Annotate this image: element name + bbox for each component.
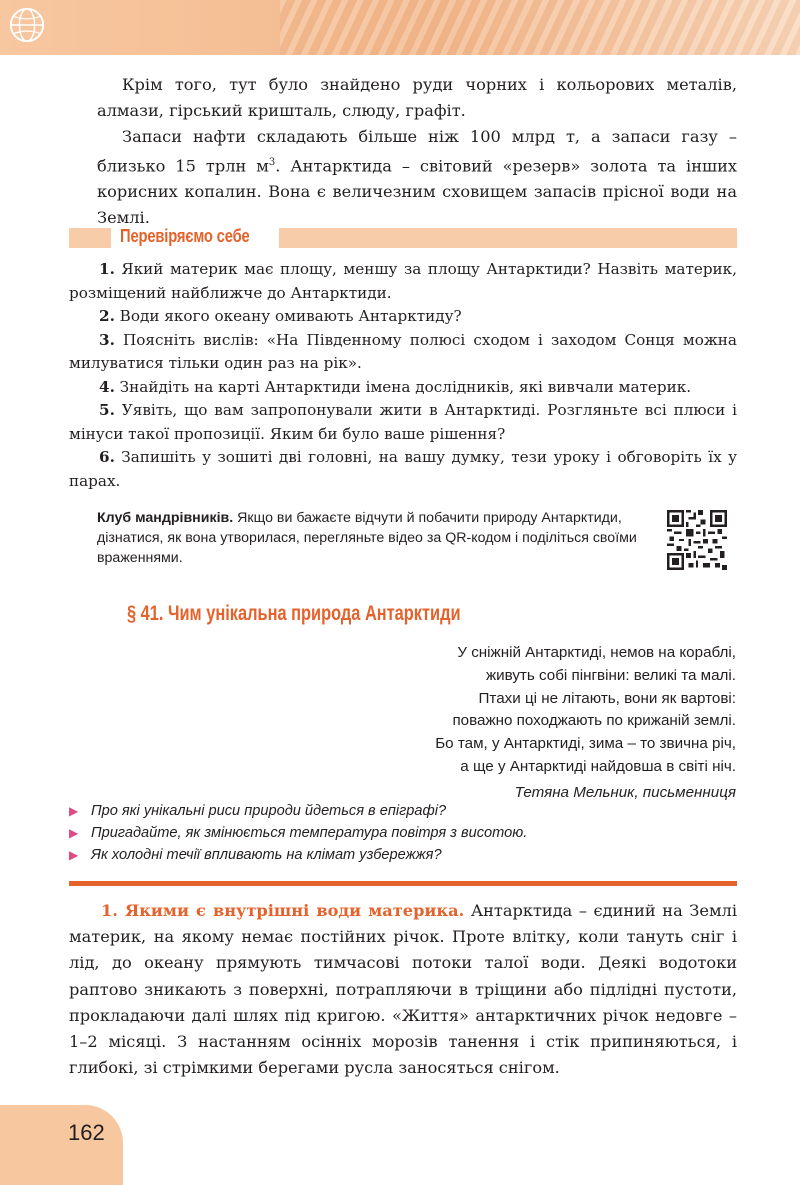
- triangle-bullet-icon: ▶: [69, 804, 79, 818]
- epigraph-line: а ще у Антарктиді найдовша в світі ніч.: [460, 757, 736, 775]
- inland-waters-heading: 1. Якими є внутрішні води материка.: [101, 901, 465, 920]
- prompt-item: ▶ Про які унікальні риси природи йдеться в епіграфі?: [69, 800, 749, 822]
- globe-icon: [8, 6, 46, 44]
- triangle-bullet-icon: ▶: [69, 848, 79, 862]
- epigraph: [316, 642, 736, 805]
- question-5: 5. Уявіть, що вам запропонували жити в Антарктиді. Розгляньте всі плюси і мінуси такої пропозиції. Яким би було ваше рішення?: [69, 401, 737, 443]
- section-bar-left: [69, 228, 111, 248]
- travelers-club-note: [97, 508, 647, 568]
- epigraph-line: Птахи ці не літають, вони як вартові:: [478, 689, 736, 707]
- inland-waters-paragraph: 1. Якими є внутрішні води материка. Антарктида – єдиний на Землі материк, на якому немає постійних річок. Проте влітку, коли тануть сніг і лід, до океану прямують тимчасові потоки талої води. Деякі водотоки раптово зникають з поверхні, потрапляючи в тріщини або підлідні пустоти, прокладаючи далі шлях під кригою. «Життя» антарктичних річок недовге – 1–2 місяці. З настанням осінніх морозів танення і стік припиняються, і глибокі, зі стрімкими берегами русла заносяться снігом.: [69, 901, 737, 1078]
- epigraph-line: живуть собі пінгвіни: великі та малі.: [485, 666, 736, 684]
- intro-paragraph-1: Крім того, тут було знайдено руди чорних і кольорових металів, алмази, гірський кришталь, слюду, графіт.: [97, 75, 737, 120]
- prompt-item: ▶ Як холодні течії впливають на клімат узбережжя?: [69, 844, 749, 866]
- epigraph-author: Тетяна Мельник, письменниця: [514, 783, 736, 801]
- map-texture: [280, 0, 800, 55]
- intro-paragraph-2: Запаси нафти складають більше ніж 100 млрд т, а запаси газу – близько 15 трлн $м^3$. Антарктида – світовий «резерв» золота та інших корисних копалин. Вона є величезним сховищем запасів прісної води на Землі.: [97, 127, 737, 228]
- question-4: 4. Знайдіть на карті Антарктиди імена дослідників, які вивчали материк.: [99, 377, 692, 396]
- warmup-prompts: [69, 800, 749, 866]
- qr-code-icon[interactable]: [667, 510, 727, 570]
- questions-list: [69, 258, 737, 493]
- section-bar-right: [279, 228, 737, 248]
- epigraph-line: Бо там, у Антарктиді, зима – то звична річ,: [435, 735, 736, 753]
- epigraph-line: У сніжній Антарктиді, немов на кораблі,: [457, 644, 736, 661]
- question-6: 6. Запишіть у зошиті дві головні, на вашу думку, тези уроку і обговоріть їх у парах.: [69, 448, 737, 490]
- section-title: § 41. Чим унікальна природа Антарктиди: [127, 602, 461, 625]
- triangle-bullet-icon: ▶: [69, 826, 79, 840]
- epigraph-line: поважно походжають по крижаній землі.: [452, 712, 736, 730]
- question-1: 1. Який материк має площу, меншу за площу Антарктиди? Назвіть материк, розміщений найближче до Антарктиди.: [69, 260, 737, 302]
- page-number: 162: [68, 1120, 105, 1145]
- check-yourself-title: Перевіряємо себе: [120, 226, 250, 246]
- club-text: Якщо ви бажаєте відчути й побачити природу Антарктиди, дізнатися, як вона утворилася, перегляньте відео за QR-кодом і поділіться своїми враженнями.: [97, 510, 637, 566]
- question-2: 2. Води якого океану омивають Антарктиду?: [99, 307, 462, 325]
- header-band: [0, 0, 800, 55]
- question-3: 3. Поясніть вислів: «На Південному полюсі сходом і заходом Сонця можна милуватися тільки один раз на рік».: [69, 330, 737, 372]
- club-label: Клуб мандрівників.: [97, 510, 234, 526]
- prompt-item: ▶ Пригадайте, як змінюється температура повітря з висотою.: [69, 822, 749, 844]
- section-divider: [69, 881, 737, 886]
